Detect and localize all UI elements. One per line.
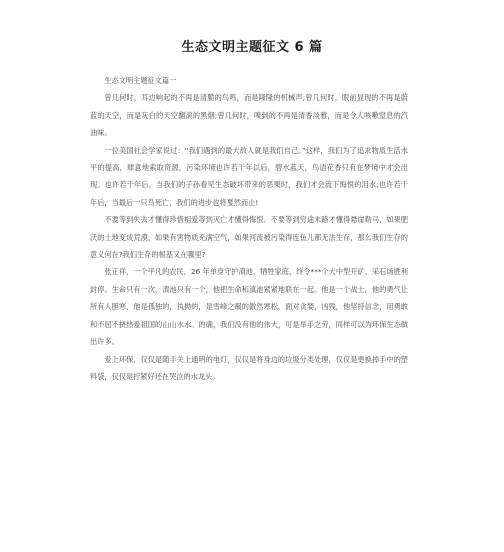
body-paragraph: 爱上环保，仅仅是随手关上通明的电灯，仅仅是将身边的垃圾分类处理，仅仅是更换掉手中的塑料袋，仅仅是拧紧好还在哭泣的水龙头。 [90, 354, 408, 381]
section-heading: 生态文明主题征文篇一 [104, 76, 177, 85]
body-paragraph: 曾几何时，耳边响起的不再是清脆的鸟鸣，而是隆隆的机械声;曾几何时，眼前显现的不再是蔚蓝的天空，而是灰白的天空翻滚的黑烟;曾几何时，嗅到的不再是清香淡雅，而是令人咳嗽窒息的汽油味。 [90, 93, 408, 138]
body-paragraph: 张正祥，一个平凡的农民，26 年单身守护滇池，牺牲家庭，终令***个大中型开矿、采石场胜利封停。生命只有一次，滇池只有一个，他把生命和滇池紧紧地联在一起。他是一个战士，他的勇气让所有人胆寒，他是孤独的，执拗的，是雪峰之巅的傲然寒松，面对贪婪，凶残，他坚持信念，用勇敢和不屈不挠热爱祖国的山山水水。的确，我们没有他的伟大，可是举手之劳，同样可以为环保生态做出许多。 [90, 267, 408, 347]
document-title: 生态文明主题征文 6 篇 [181, 40, 323, 55]
body-paragraph: 不要等到失去才懂得珍惜相爱等到灭亡才懂得悔恨。不要等到穷途末路才懂得悬崖勒马，如果肥沃的土地变成荒漠，如果有害物质充满空气，如果河流被污染得连鱼儿都无法生存，那么我们生存的意义何在?我们生存的根基又在哪里? [90, 215, 408, 260]
document-body [90, 72, 408, 385]
body-paragraph: 一位美国社会学家说过：“我们遇到的最大敌人就是我们自己。”这样，我们为了追求物质生活水平的提高，肆意地索取资源，污染环境也许若干年以后，碧水蓝天，鸟语花香只有在梦境中才会出现。也许若干年后，当我们的子孙看见生态破坏带来的恶果时，我们才会流下悔恨的泪水;也许若干年后，当最后一只鸟死亡，我们的进步也将戛然而止! [90, 145, 408, 207]
